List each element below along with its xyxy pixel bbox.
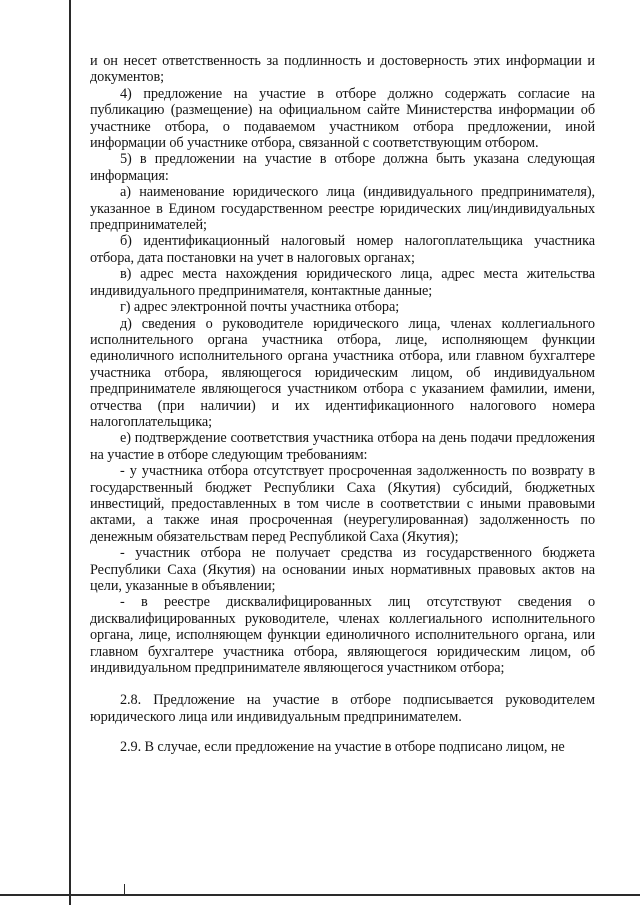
paragraph-item-4: 4) предложение на участие в отборе должно содержать согласие на публикацию (размещение) на официальном сайте Министерства информации об участнике отбора, о подаваемом участником отбора предложении, иной информации об участнике отбора, связанной с соответствующим отбором. bbox=[90, 85, 595, 152]
subitem-a: а) наименование юридического лица (индивидуального предпринимателя), указанное в Едином государственном реестре юридических лиц/индивидуальных предпринимателей; bbox=[90, 184, 595, 234]
section-2-8: 2.8. Предложение на участие в отборе подписывается руководителем юридического лица или индивидуальным предпринимателем. bbox=[90, 692, 595, 725]
subitem-v: в) адрес места нахождения юридического лица, адрес места жительства индивидуального предпринимателя, контактные данные; bbox=[90, 266, 595, 299]
requirement-3: - в реестре дисквалифицированных лиц отсутствуют сведения о дисквалифицированных руководителе, членах коллегиального исполнительного органа, лице, исполняющем функции единоличного исполнительного органа, или главном бухгалтере участника отбора, являющегося юридическим лицом, об индивидуальном предпринимателе являющегося участником отбора; bbox=[90, 594, 595, 677]
subitem-g: г) адрес электронной почты участника отбора; bbox=[120, 299, 400, 316]
section-2-9: 2.9. В случае, если предложение на участие в отборе подписано лицом, не bbox=[120, 739, 565, 756]
bottom-margin-rule bbox=[0, 894, 640, 896]
requirement-1: - у участника отбора отсутствует просроченная задолженность по возврату в государственный бюджет Республики Саха (Якутия) субсидий, бюджетных инвестиций, предоставленных в том числе в соответствии с иными правовыми актами, а также иная просроченная (неурегулированная) задолженность по денежным обязательствам перед Республикой Саха (Якутия); bbox=[90, 463, 595, 545]
subitem-d: д) сведения о руководителе юридического лица, членах коллегиального исполнительного органа участника отбора, лице, исполняющем функции единоличного исполнительного органа участника отбора, или главном бухгалтере участника отбора, являющегося юридическим лицом, об индивидуальном предпринимателе являющегося участником отбора с указанием фамилии, имени, отчества (при наличии) и их идентификационного налогового номера налогоплательщика; bbox=[90, 315, 595, 430]
left-margin-rule bbox=[69, 0, 71, 905]
requirement-2: - участник отбора не получает средства из государственного бюджета Республики Саха (Якутия) на основании иных нормативных правовых актов на цели, указанные в объявлении; bbox=[90, 545, 595, 594]
paragraph-item-5: 5) в предложении на участие в отборе должна быть указана следующая информация: bbox=[90, 151, 595, 184]
paragraph-1: и он несет ответственность за подлинность и достоверность этих информации и документов; bbox=[90, 53, 595, 86]
document-body bbox=[90, 53, 595, 756]
subitem-b: б) идентификационный налоговый номер налогоплательщика участника отбора, дата постановки на учет в налоговых органах; bbox=[90, 233, 595, 266]
bottom-margin-tick bbox=[124, 884, 125, 894]
subitem-e: е) подтверждение соответствия участника отбора на день подачи предложения на участие в отборе следующим требованиям: bbox=[90, 430, 595, 463]
